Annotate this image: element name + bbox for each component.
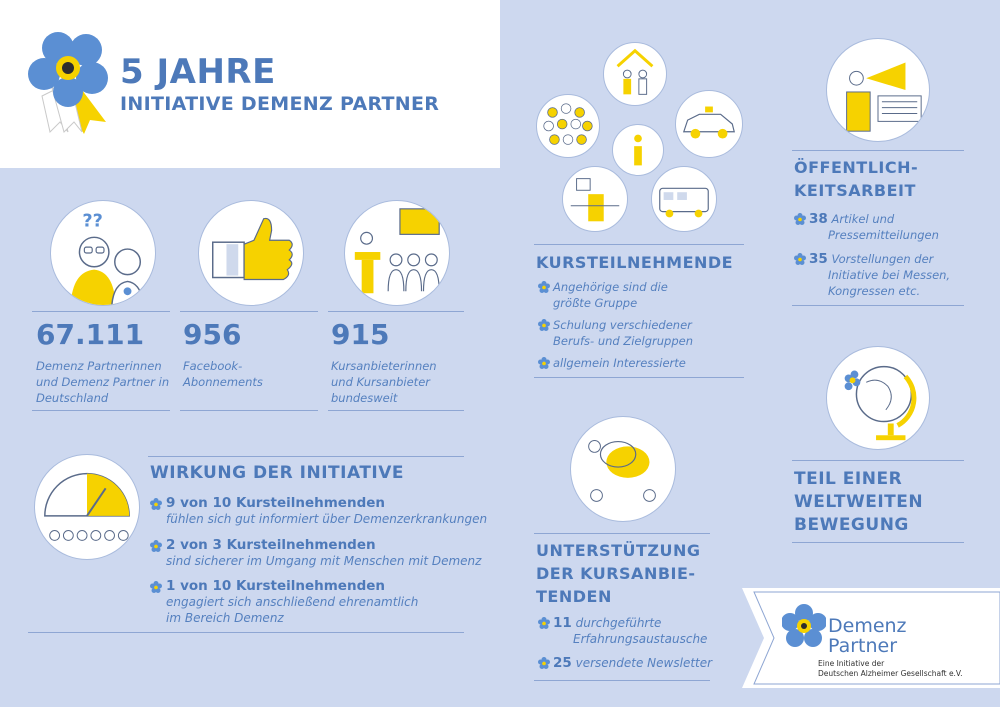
speedometer-audience-icon (34, 454, 140, 560)
unterstuetzung-heading: UNTERSTÜTZUNG DER KURSANBIE- TENDEN (536, 541, 701, 606)
kurs-item: allgemein Interessierte (553, 356, 686, 370)
stat-providers-number: 915 (331, 318, 390, 351)
divider (534, 244, 744, 245)
question-mark-icon: ?? (82, 211, 103, 232)
thumbs-up-icon (198, 200, 304, 306)
shop-counter-icon (562, 166, 628, 232)
unterstuetzung-item: 25 versendete Newsletter (553, 655, 713, 671)
flower-bullet-icon (538, 281, 550, 293)
flower-bullet-icon (538, 617, 550, 629)
divider (328, 311, 464, 312)
flower-bullet-icon (538, 357, 550, 369)
divider (148, 456, 464, 457)
wirkung-heading: WIRKUNG DER INITIATIVE (150, 463, 405, 483)
flower-bullet-icon (150, 540, 162, 552)
stat-providers-label: Kursanbieterinnen und Kursanbieter bundesweit (331, 359, 437, 405)
stat-facebook-number: 956 (183, 318, 242, 351)
flower-bullet-icon (794, 253, 806, 265)
kurs-heading: KURSTEILNEHMENDE (536, 253, 734, 272)
page-title: 5 JAHRE (120, 52, 276, 92)
logo-wordmark: Demenz Partner (828, 615, 907, 657)
police-car-icon (675, 90, 743, 158)
stat-partners-label: Demenz Partnerinnen und Demenz Partner in Deutschland (36, 359, 170, 405)
divider (792, 150, 964, 151)
people-questioning-icon (50, 200, 156, 306)
flower-bullet-icon (538, 319, 550, 331)
wirkung-item: 1 von 10 Kursteilnehmenden engagiert sich anschließend ehrenamtlich im Bereich Demenz (166, 578, 419, 625)
oeffentlich-heading: ÖFFENTLICH- KEITSARBEIT (794, 158, 919, 200)
divider (534, 533, 710, 534)
flower-logo-icon (782, 604, 826, 648)
divider (792, 305, 964, 306)
divider (534, 377, 744, 378)
divider (792, 542, 964, 543)
divider (32, 311, 170, 312)
unterstuetzung-item: 11 durchgeführte Erfahrungsaustausche (553, 615, 708, 646)
flower-bullet-icon (794, 213, 806, 225)
divider (28, 632, 464, 633)
crowd-icon (536, 94, 600, 158)
presentation-audience-icon (344, 200, 450, 306)
flower-bullet-icon (150, 581, 162, 593)
info-icon (612, 124, 664, 176)
flower-logo-icon (28, 28, 112, 140)
wirkung-item: 2 von 3 Kursteilnehmenden sind sicherer im Umgang mit Menschen mit Demenz (166, 537, 482, 568)
page-subtitle: INITIATIVE DEMENZ PARTNER (120, 93, 440, 115)
oeffentlich-item: 35 Vorstellungen der Initiative bei Messen, Kongressen etc. (809, 251, 951, 298)
wirkung-item: 9 von 10 Kursteilnehmenden fühlen sich gut informiert über Demenzerkrankungen (166, 495, 488, 526)
weltweit-heading: TEIL EINER WELTWEITEN BEWEGUNG (794, 469, 924, 535)
stat-facebook-label: Facebook- Abonnements (183, 359, 263, 389)
family-house-icon (603, 42, 667, 106)
divider (32, 410, 170, 411)
megaphone-speaker-icon (826, 38, 930, 142)
divider (328, 410, 464, 411)
kurs-item: Angehörige sind die größte Gruppe (553, 280, 668, 310)
conversation-bubbles-icon (570, 416, 676, 522)
divider (180, 311, 318, 312)
flower-bullet-icon (538, 657, 550, 669)
flower-bullet-icon (150, 498, 162, 510)
logo-tagline: Eine Initiative der Deutschen Alzheimer Gesellschaft e.V. (818, 659, 963, 678)
divider (534, 680, 710, 681)
oeffentlich-item: 38 Artikel und Pressemitteilungen (809, 211, 939, 242)
divider (180, 410, 318, 411)
divider (792, 460, 964, 461)
bus-icon (651, 166, 717, 232)
kurs-item: Schulung verschiedener Berufs- und Zielgruppen (553, 318, 693, 348)
globe-icon (826, 346, 930, 450)
stat-partners-number: 67.111 (36, 318, 145, 351)
